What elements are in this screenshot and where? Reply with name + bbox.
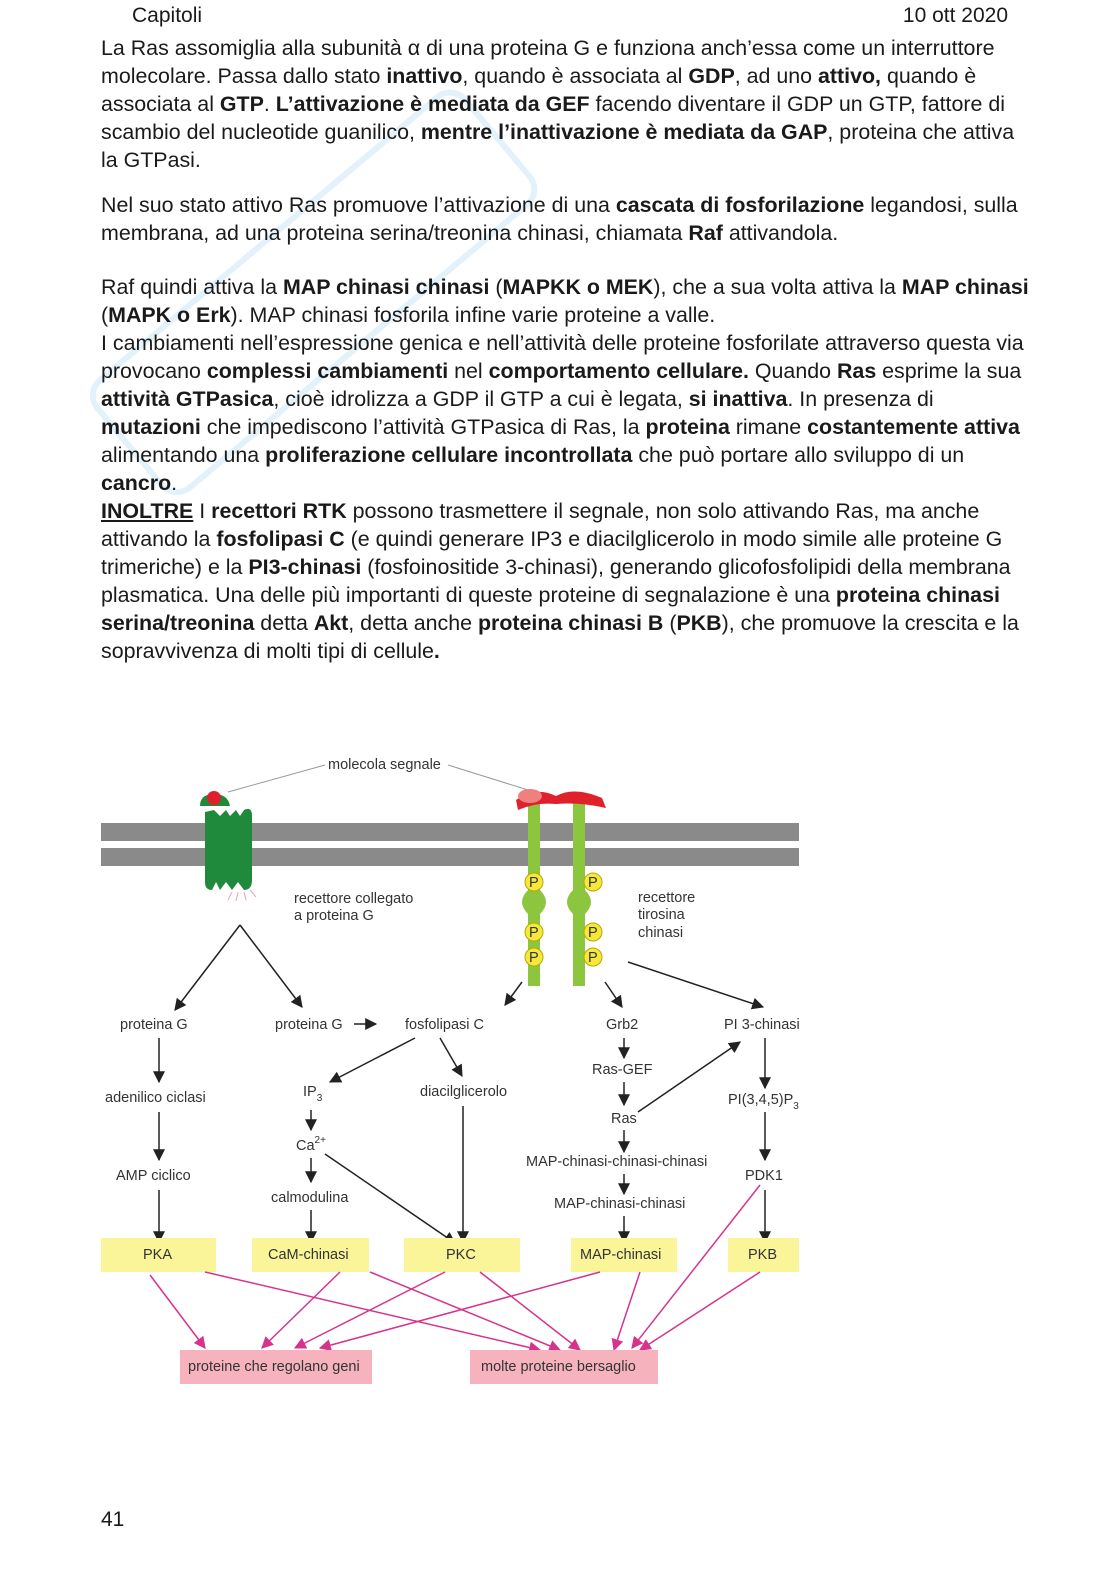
rtk-label-line2: tirosina xyxy=(638,907,685,923)
node-mapkkk: MAP-chinasi-chinasi-chinasi xyxy=(526,1154,708,1170)
header-date: 10 ott 2020 xyxy=(902,4,1008,27)
emphasis-text: mentre l’inattivazione è mediata da GAP xyxy=(420,120,828,144)
node-ip3: $IP_3$ xyxy=(303,1084,323,1104)
emphasis-text: L’attivazione è mediata da GEF xyxy=(275,92,590,116)
body-text-run: che impediscono l’attività GTPasica di Ras, la xyxy=(200,415,646,439)
emphasis-text: Akt xyxy=(313,611,349,635)
document-body xyxy=(101,34,1031,665)
signal-molecule-label: molecola segnale xyxy=(328,757,441,773)
body-text-run: . xyxy=(263,92,276,116)
svg-text:P: P xyxy=(529,875,539,891)
node-adenilico-ciclasi: adenilico ciclasi xyxy=(105,1090,206,1106)
target-box-gene-regulators xyxy=(180,1350,372,1384)
body-text-run: attivandola. xyxy=(722,221,839,245)
paragraph-ras xyxy=(101,34,1031,174)
arrow-gpcr-to-g1 xyxy=(175,925,240,1010)
node-ca2: $Ca^{2+}$ xyxy=(296,1135,326,1154)
body-text-run: alimentando una xyxy=(101,443,266,467)
body-text-run: I xyxy=(193,499,212,523)
svg-text:P: P xyxy=(529,925,539,941)
emphasis-text: INOLTRE xyxy=(101,499,194,523)
body-text-run: quando è associata al xyxy=(101,64,977,116)
svg-text:P: P xyxy=(529,950,539,966)
emphasis-text: proliferazione cellulare incontrollata xyxy=(265,443,633,467)
emphasis-text: MAPK o Erk xyxy=(108,303,231,327)
body-text-run: , quando è associata al xyxy=(462,64,689,88)
rtk-label-line1: recettore xyxy=(638,890,696,906)
signaling-pathway-diagram xyxy=(0,720,1116,1440)
emphasis-text: . xyxy=(433,639,440,663)
kinase-box-pkb xyxy=(728,1238,799,1272)
emphasis-text: MAPKK o MEK xyxy=(502,275,654,299)
emphasis-text: complessi cambiamenti xyxy=(206,359,449,383)
body-text-run: ( xyxy=(663,611,677,635)
body-text-run: legandosi, sulla membrana, ad una proteina serina/treonina chinasi, chiamata xyxy=(101,193,1018,245)
node-pi3k: PI 3-chinasi xyxy=(724,1017,800,1033)
emphasis-text: proteina chinasi serina/treonina xyxy=(101,583,1000,635)
emphasis-text: MAP chinasi chinasi xyxy=(282,275,490,299)
body-text-run: facendo diventare il GDP un GTP, fattore di scambio del nucleotide guanilico, xyxy=(101,92,1005,144)
phospho-group xyxy=(584,923,602,941)
body-text-run: nel xyxy=(448,359,489,383)
body-text-run: . xyxy=(171,471,178,495)
body-text-run: , proteina che attiva la GTPasi. xyxy=(101,120,1015,172)
emphasis-text: attività GTPasica xyxy=(101,387,274,411)
svg-text:MAP-chinasi: MAP-chinasi xyxy=(580,1247,662,1263)
node-mapkk: MAP-chinasi-chinasi xyxy=(554,1196,686,1212)
emphasis-text: recettori RTK xyxy=(211,499,347,523)
node-ras: Ras xyxy=(611,1111,637,1127)
body-text-run: . In presenza di xyxy=(787,387,934,411)
svg-text:P: P xyxy=(588,950,598,966)
node-fosfolipasi-c: fosfolipasi C xyxy=(405,1017,484,1033)
emphasis-text: comportamento cellulare. xyxy=(488,359,749,383)
node-proteina-g-right: proteina G xyxy=(275,1017,343,1033)
emphasis-text: attivo, xyxy=(818,64,881,88)
emphasis-text: proteina xyxy=(645,415,730,439)
svg-text:P: P xyxy=(588,925,598,941)
page-number: 41 xyxy=(101,1508,125,1531)
body-text-run: La Ras assomiglia alla subunità α di una proteina G e funziona anch’essa come un interruttore molecolare. Passa dallo stato xyxy=(101,36,995,88)
node-proteina-g-left: proteina G xyxy=(120,1017,188,1033)
node-calmodulina: calmodulina xyxy=(271,1190,349,1206)
svg-text:PKA: PKA xyxy=(143,1247,173,1263)
arrow-gpcr-to-g2 xyxy=(240,925,302,1007)
node-pdk1: PDK1 xyxy=(745,1168,783,1184)
body-text-run: ), che a sua volta attiva la xyxy=(653,275,902,299)
svg-text:PKC: PKC xyxy=(446,1247,476,1263)
svg-text:molte proteine bersaglio: molte proteine bersaglio xyxy=(481,1359,636,1375)
paragraph-cascade xyxy=(101,191,1031,247)
body-text-run: (e quindi generare IP3 e diacilglicerolo in modo simile alle proteine G trimeriche) e la xyxy=(101,527,1003,579)
gpcr-ligand xyxy=(207,791,221,805)
emphasis-text: GDP xyxy=(688,64,735,88)
body-text-run: ( xyxy=(489,275,503,299)
header-section-title: Capitoli xyxy=(132,4,203,27)
paragraph-effects xyxy=(101,329,1031,497)
body-text-run: (fosfoinositide 3-chinasi), generando glicofosfolipidi della membrana plasmatica. Una delle più importanti di queste proteine di segnalazione è una xyxy=(101,555,1011,607)
body-text-run: I cambiamenti nell’espressione genica e nell’attività delle proteine fosforilate attraverso questa via provocano xyxy=(101,331,1024,383)
body-text-run: ), che promuove la crescita e la sopravvivenza di molti tipi di cellule xyxy=(101,611,1019,663)
gpcr-label-line1: recettore collegato xyxy=(294,891,414,907)
node-grb2: Grb2 xyxy=(606,1017,639,1033)
emphasis-text: PI3-chinasi xyxy=(248,555,362,579)
body-text-run: rimane xyxy=(729,415,808,439)
body-text-run: Quando xyxy=(748,359,837,383)
body-text-run: ). MAP chinasi fosforila infine varie proteine a valle. xyxy=(230,303,716,327)
emphasis-text: PKB xyxy=(676,611,722,635)
body-text-run: , detta anche xyxy=(348,611,478,635)
g-protein-coupled-receptor xyxy=(200,791,256,901)
emphasis-text: fosfolipasi C xyxy=(216,527,345,551)
body-text-run: , ad uno xyxy=(734,64,818,88)
emphasis-text: si inattiva xyxy=(688,387,788,411)
node-ras-gef: Ras-GEF xyxy=(592,1062,653,1078)
emphasis-text: cancro xyxy=(101,471,172,495)
phospho-group xyxy=(584,873,602,891)
phospho-group xyxy=(525,948,543,966)
phospho-group xyxy=(584,948,602,966)
rtk-label-line3: chinasi xyxy=(638,925,684,941)
signal-line-right xyxy=(448,765,528,790)
gpcr-label-line2: a proteina G xyxy=(294,908,374,924)
body-text-run: ( xyxy=(101,303,109,327)
body-text-run: esprime la sua xyxy=(876,359,1022,383)
emphasis-text: cascata di fosforilazione xyxy=(615,193,865,217)
arrow-rtk-to-plc xyxy=(505,982,522,1005)
phospho-group xyxy=(525,873,543,891)
signal-line-left xyxy=(228,765,325,792)
emphasis-text: Ras xyxy=(836,359,877,383)
kinase-box-cam xyxy=(252,1238,369,1272)
body-text-run: Raf quindi attiva la xyxy=(101,275,283,299)
arrow-rtk-to-pi3k xyxy=(628,962,763,1007)
svg-text:P: P xyxy=(588,875,598,891)
svg-text:PKB: PKB xyxy=(748,1247,778,1263)
kinase-box-pka xyxy=(101,1238,216,1272)
emphasis-text: Raf xyxy=(688,221,723,245)
svg-text:proteine che regolano geni: proteine che regolano geni xyxy=(188,1359,360,1375)
body-text-run: detta xyxy=(254,611,314,635)
svg-text:CaM-chinasi: CaM-chinasi xyxy=(268,1247,349,1263)
emphasis-text: MAP chinasi xyxy=(901,275,1029,299)
paragraph-raf xyxy=(101,273,1031,329)
arrow-rtk-to-grb2 xyxy=(605,982,622,1007)
node-pip3: $PI(3,4,5)P_3$ xyxy=(728,1092,799,1112)
emphasis-text: inattivo xyxy=(386,64,463,88)
body-text-run: che può portare allo sviluppo di un xyxy=(632,443,965,467)
body-text-run: possono trasmettere il segnale, non solo attivando Ras, ma anche attivando la xyxy=(101,499,980,551)
paragraph-rtk xyxy=(101,497,1031,665)
emphasis-text: costantemente attiva xyxy=(807,415,1020,439)
target-box-target-proteins xyxy=(470,1350,658,1384)
emphasis-text: proteina chinasi B xyxy=(477,611,664,635)
body-text-run: Nel suo stato attivo Ras promuove l’attivazione di una xyxy=(101,193,616,217)
node-diacilglicerolo: diacilglicerolo xyxy=(420,1084,508,1100)
emphasis-text: mutazioni xyxy=(101,415,201,439)
kinase-box-map xyxy=(571,1238,677,1272)
kinase-box-pkc xyxy=(404,1238,520,1272)
body-text-run: , cioè idrolizza a GDP il GTP a cui è legata, xyxy=(273,387,689,411)
phospho-group xyxy=(525,923,543,941)
emphasis-text: GTP xyxy=(219,92,264,116)
node-amp-ciclico: AMP ciclico xyxy=(116,1168,191,1184)
